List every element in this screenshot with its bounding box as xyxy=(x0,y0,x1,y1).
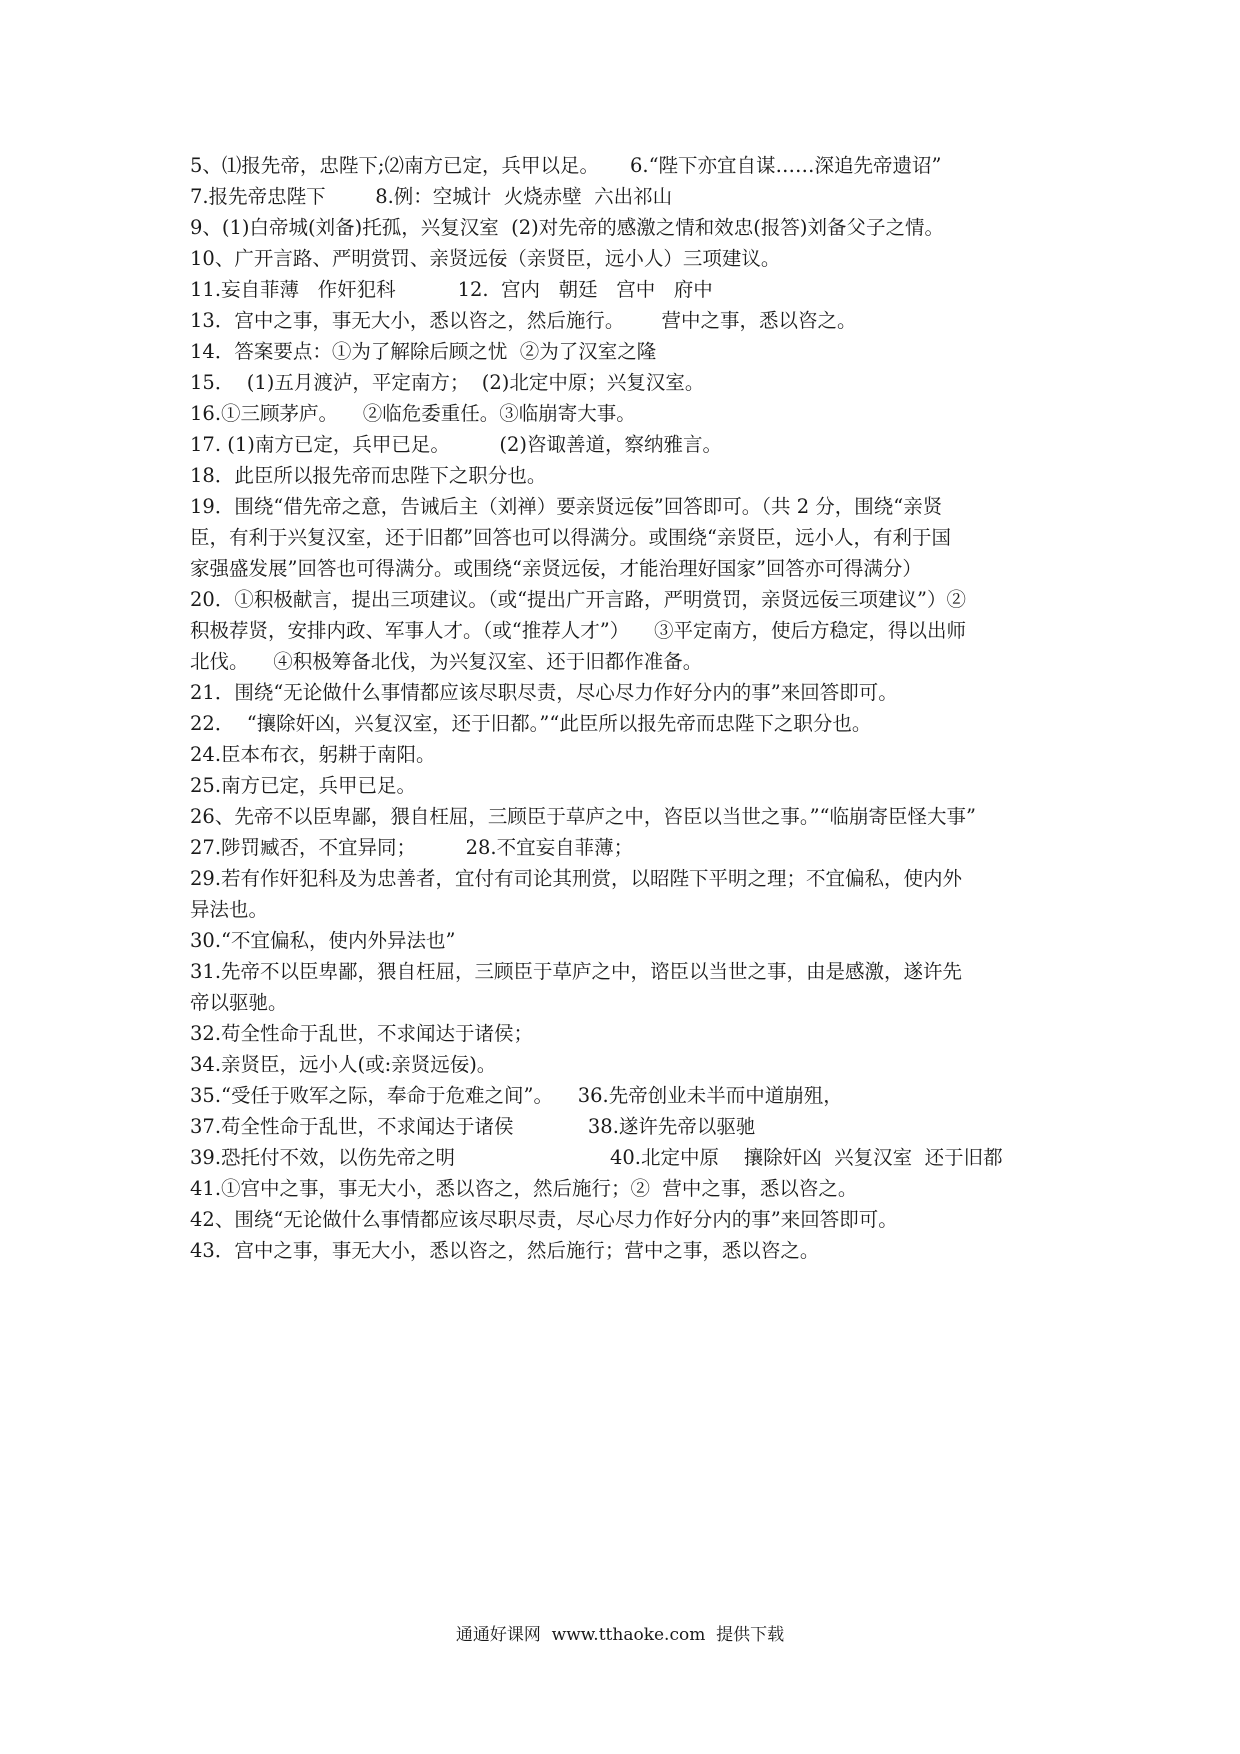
answer-line: 41.①宫中之事，事无大小，悉以咨之，然后施行；② 营中之事，悉以咨之。 xyxy=(190,1177,858,1200)
answer-line: 27.陟罚臧否，不宜异同； 28.不宜妄自菲薄； xyxy=(190,836,634,859)
answer-line: 20．①积极献言，提出三项建议。（或“提出广开言路，严明赏罚，亲贤远佞三项建议”）② xyxy=(190,588,967,611)
answer-line: 29.若有作奸犯科及为忠善者，宜付有司论其刑赏，以昭陛下平明之理；不宜偏私，使内外 xyxy=(190,867,963,890)
answer-line: 39.恐托付不效，以伤先帝之明 40.北定中原 攘除奸凶 兴复汉室 还于旧都 xyxy=(190,1146,1003,1169)
page-footer: 通通好课网 www.tthaoke.com 提供下载 xyxy=(455,1625,785,1645)
answer-line: 22． “攘除奸凶，兴复汉室，还于旧都。”“此臣所以报先帝而忠陛下之职分也。 xyxy=(190,712,872,735)
answer-line: 17. (1)南方已定，兵甲已足。 (2)咨诹善道，察纳雅言。 xyxy=(190,433,723,456)
answer-line: 5、⑴报先帝，忠陛下;⑵南方已定，兵甲以足。 6.“陛下亦宜自谋……深追先帝遗诏” xyxy=(190,154,942,177)
answer-line: 21．围绕“无论做什么事情都应该尽职尽责，尽心尽力作好分内的事”来回答即可。 xyxy=(190,681,898,704)
answer-key-body xyxy=(190,150,1060,1266)
answer-line: 30.“不宜偏私，使内外异法也” xyxy=(190,929,456,952)
answer-line: 9、(1)白帝城(刘备)托孤，兴复汉室 (2)对先帝的感激之情和效忠(报答)刘备父子之情。 xyxy=(190,216,944,239)
answer-line: 34.亲贤臣，远小人(或:亲贤远佞)。 xyxy=(190,1053,497,1076)
answer-line: 26、先帝不以臣卑鄙，猥自枉屈，三顾臣于草庐之中，咨臣以当世之事。”“临崩寄臣怪大事” xyxy=(190,805,976,828)
answer-line: 异法也。 xyxy=(190,898,269,921)
answer-line: 10、广开言路、严明赏罚、亲贤远佞（亲贤臣，远小人）三项建议。 xyxy=(190,247,781,270)
answer-line: 13．宫中之事，事无大小，悉以咨之，然后施行。 营中之事，悉以咨之。 xyxy=(190,309,857,332)
answer-line: 14．答案要点：①为了解除后顾之忧 ②为了汉室之隆 xyxy=(190,340,657,363)
answer-line: 19．围绕“借先帝之意，告诫后主（刘禅）要亲贤远佞”回答即可。（共 2 分，围绕“亲贤 xyxy=(190,495,943,518)
answer-line: 32.苟全性命于乱世，不求闻达于诸侯； xyxy=(190,1022,534,1045)
answer-line: 24.臣本布衣，躬耕于南阳。 xyxy=(190,743,436,766)
answer-line: 帝以驱驰。 xyxy=(190,991,288,1014)
answer-line: 43．宫中之事，事无大小，悉以咨之，然后施行；营中之事，悉以咨之。 xyxy=(190,1239,820,1262)
answer-line: 16.①三顾茅庐。 ②临危委重任。③临崩寄大事。 xyxy=(190,402,636,425)
answer-line: 积极荐贤，安排内政、军事人才。（或“推荐人才”） ③平定南方，使后方稳定，得以出师 xyxy=(190,619,966,642)
answer-line: 18．此臣所以报先帝而忠陛下之职分也。 xyxy=(190,464,547,487)
answer-line: 11.妄自菲薄 作奸犯科 12. 宫内 朝廷 宫中 府中 xyxy=(190,278,713,301)
answer-line: 31.先帝不以臣卑鄙，猥自枉屈，三顾臣于草庐之中，谘臣以当世之事，由是感激，遂许先 xyxy=(190,960,963,983)
answer-line: 7.报先帝忠陛下 8.例：空城计 火烧赤壁 六出祁山 xyxy=(190,185,673,208)
answer-line: 家强盛发展”回答也可得满分。或围绕“亲贤远佞，才能治理好国家”回答亦可得满分） xyxy=(190,557,922,580)
answer-line: 15． (1)五月渡泸，平定南方； (2)北定中原；兴复汉室。 xyxy=(190,371,705,394)
answer-line: 35.“受任于败军之际，奉命于危难之间”。 36.先帝创业未半而中道崩殂， xyxy=(190,1084,843,1107)
answer-line: 42、围绕“无论做什么事情都应该尽职尽责，尽心尽力作好分内的事”来回答即可。 xyxy=(190,1208,898,1231)
answer-line: 25.南方已定，兵甲已足。 xyxy=(190,774,417,797)
answer-line: 北伐。 ④积极筹备北伐，为兴复汉室、还于旧都作准备。 xyxy=(190,650,703,673)
answer-line: 臣，有利于兴复汉室，还于旧都”回答也可以得满分。或围绕“亲贤臣，远小人，有利于国 xyxy=(190,526,951,549)
answer-line: 37.苟全性命于乱世，不求闻达于诸侯 38.遂许先帝以驱驰 xyxy=(190,1115,756,1138)
